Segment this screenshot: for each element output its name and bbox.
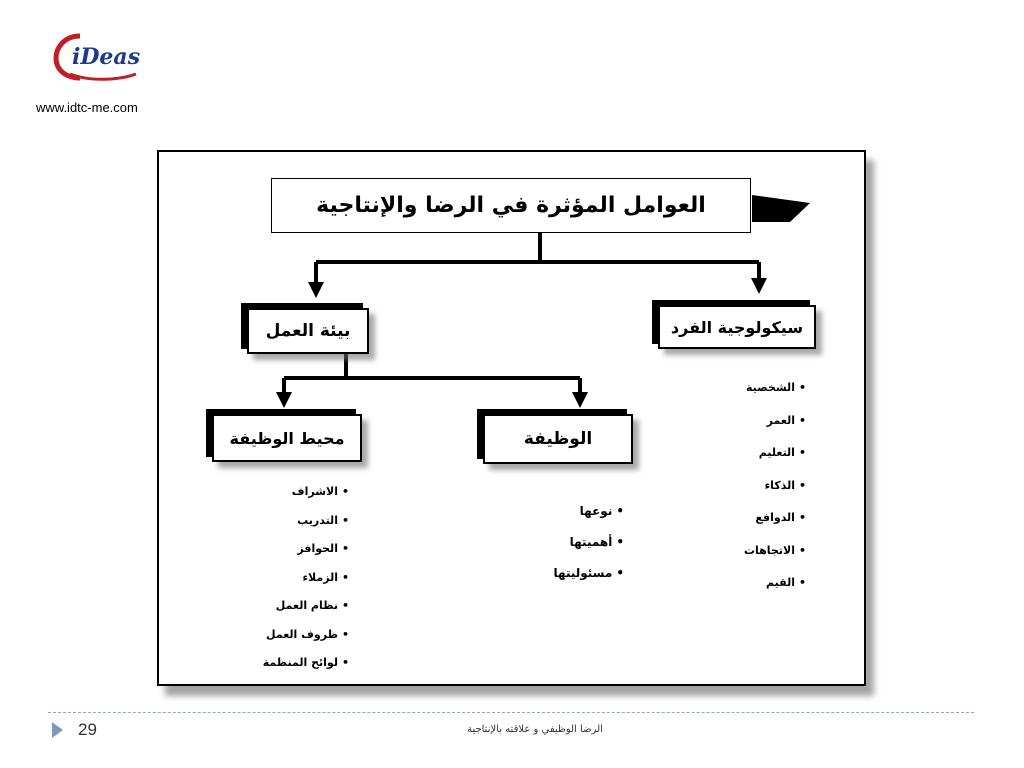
title-ribbon-tail [752,195,810,222]
list-item: • الزملاء [263,564,349,593]
job-surroundings-box [212,414,362,462]
list-item: • ظروف العمل [263,621,349,650]
list-item: • الشخصية [744,372,806,405]
individual-psychology-label: سيكولوجية الفرد [670,317,804,337]
job-surroundings-label: محيط الوظيفة [229,428,345,448]
list-item: • نوعها [554,496,624,527]
list-item: • العمر [744,405,806,438]
individual-psychology-list [744,372,806,600]
arrow-to-individual-psychology [751,278,767,294]
list-item: • الحوافز [263,535,349,564]
job-label: الوظيفة [523,429,593,449]
arrow-to-job-surroundings [276,392,292,408]
list-item: • الاتجاهات [744,535,806,568]
work-environment-label: بيئة العمل [265,321,351,341]
job-box [483,414,633,464]
list-item: • القيم [744,567,806,600]
logo-text: iDeas [72,44,140,70]
list-item: • الاشراف [263,478,349,507]
arrow-to-work-environment [308,282,324,298]
page-number: 29 [78,720,97,739]
job-surroundings-list [263,478,349,678]
list-item: • الذكاء [744,470,806,503]
footer-divider [48,712,974,713]
list-item: • التعليم [744,437,806,470]
footer-arrow-icon [52,722,63,738]
list-item: • الدوافع [744,502,806,535]
list-item: • لوائح المنظمة [263,649,349,678]
arrow-to-job [572,392,588,408]
footer-caption: الرضا الوظيفي و علاقته بالإنتاجية [467,724,603,735]
website-url[interactable]: www.idtc-me.com [36,100,138,115]
individual-psychology-box [658,305,816,349]
list-item: • مسئوليتها [554,558,624,589]
diagram-title: العوامل المؤثرة في الرضا والإنتاجية [271,178,751,233]
list-item: • أهميتها [554,527,624,558]
list-item: • التدريب [263,507,349,536]
work-environment-box [247,308,369,354]
list-item: • نظام العمل [263,592,349,621]
job-list [554,496,624,589]
